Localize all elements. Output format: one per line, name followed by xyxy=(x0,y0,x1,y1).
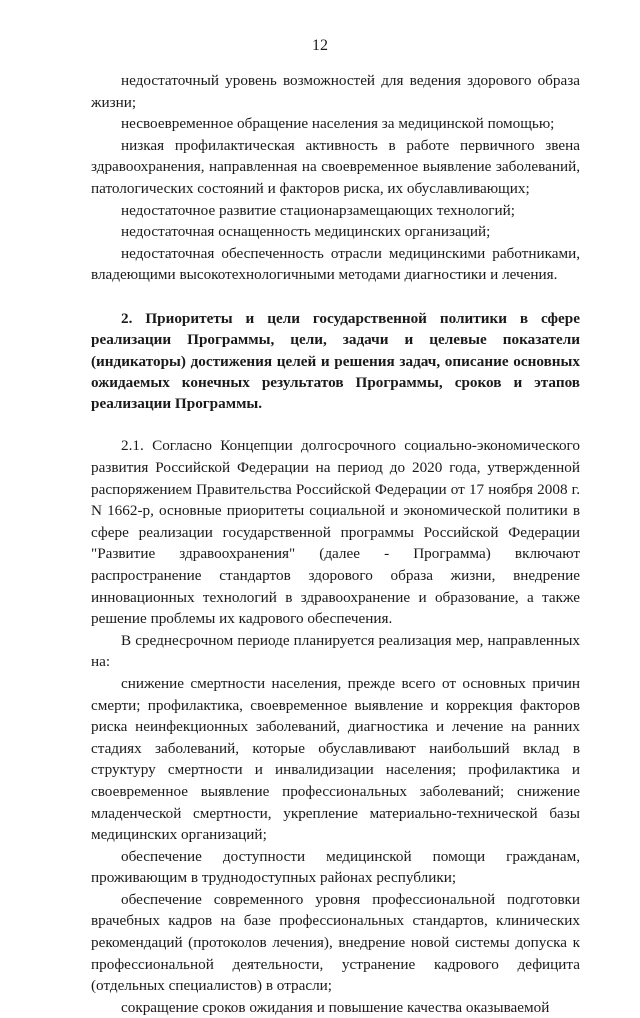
list-item: недостаточный уровень возможностей для ведения здорового образа жизни; xyxy=(91,72,580,111)
document-body xyxy=(91,70,580,1018)
list-item: сокращение сроков ожидания и повышение качества оказываемой xyxy=(121,998,550,1016)
list-item: несвоевременное обращение населения за медицинской помощью; xyxy=(121,115,555,133)
list-item: низкая профилактическая активность в работе первичного звена здравоохранения, направленная на своевременное выявление заболеваний, патологических состояний и факторов риска, их обуславливающих; xyxy=(91,136,580,197)
list-item: обеспечение современного уровня профессиональной подготовки врачебных кадров на базе профессиональных стандартов, клинических рекомендаций (протоколов лечения), внедрение новой системы допуска к профессиональной деятельности, устранение кадрового дефицита (отдельных специалистов) в отрасли; xyxy=(91,890,580,995)
paragraph: В среднесрочном периоде планируется реализация мер, направленных на: xyxy=(91,631,580,671)
list-item: снижение смертности населения, прежде всего от основных причин смерти; профилактика, своевременное выявление и коррекция факторов риска неинфекционных заболеваний, диагностика и лечение на ранних стадиях заболеваний, которые обуславливают наибольший вклад в структуру смертности и инвалидизации населения; профилактика и своевременное выявление профессиональных заболеваний; снижение младенческой смертности, укрепление материально-технической базы медицинских организаций; xyxy=(91,674,580,844)
list-item: недостаточное развитие стационарзамещающих технологий; xyxy=(121,201,515,219)
section-heading: 2. Приоритеты и цели государственной политики в сфере реализации Программы, цели, задачи и целевые показатели (индикаторы) достижения целей и решения задач, описание основных ожидаемых конечных результатов Программы, сроков и этапов реализации Программы. xyxy=(91,309,580,413)
list-item: обеспечение доступности медицинской помощи гражданам, проживающим в труднодоступных районах республики; xyxy=(91,847,580,887)
list-item: недостаточная оснащенность медицинских организаций; xyxy=(121,223,491,241)
list-item: недостаточная обеспеченность отрасли медицинскими работниками, владеющими высокотехнологичными методами диагностики и лечения. xyxy=(91,244,580,284)
page-number: 12 xyxy=(312,37,328,54)
paragraph: 2.1. Согласно Концепции долгосрочного социально-экономического развития Российской Федерации на период до 2020 года, утвержденной распоряжением Правительства Российской Федерации от 17 ноября 2008 г. N 1662-р, основные приоритеты социальной и экономической политики в сфере реализации государственной программы Российской Федерации "Развитие здравоохранения" (далее - Программа) включают распространение стандартов здорового образа жизни, внедрение инновационных технологий в здравоохранение и образование, а также решение проблемы их кадрового обеспечения. xyxy=(91,437,580,628)
